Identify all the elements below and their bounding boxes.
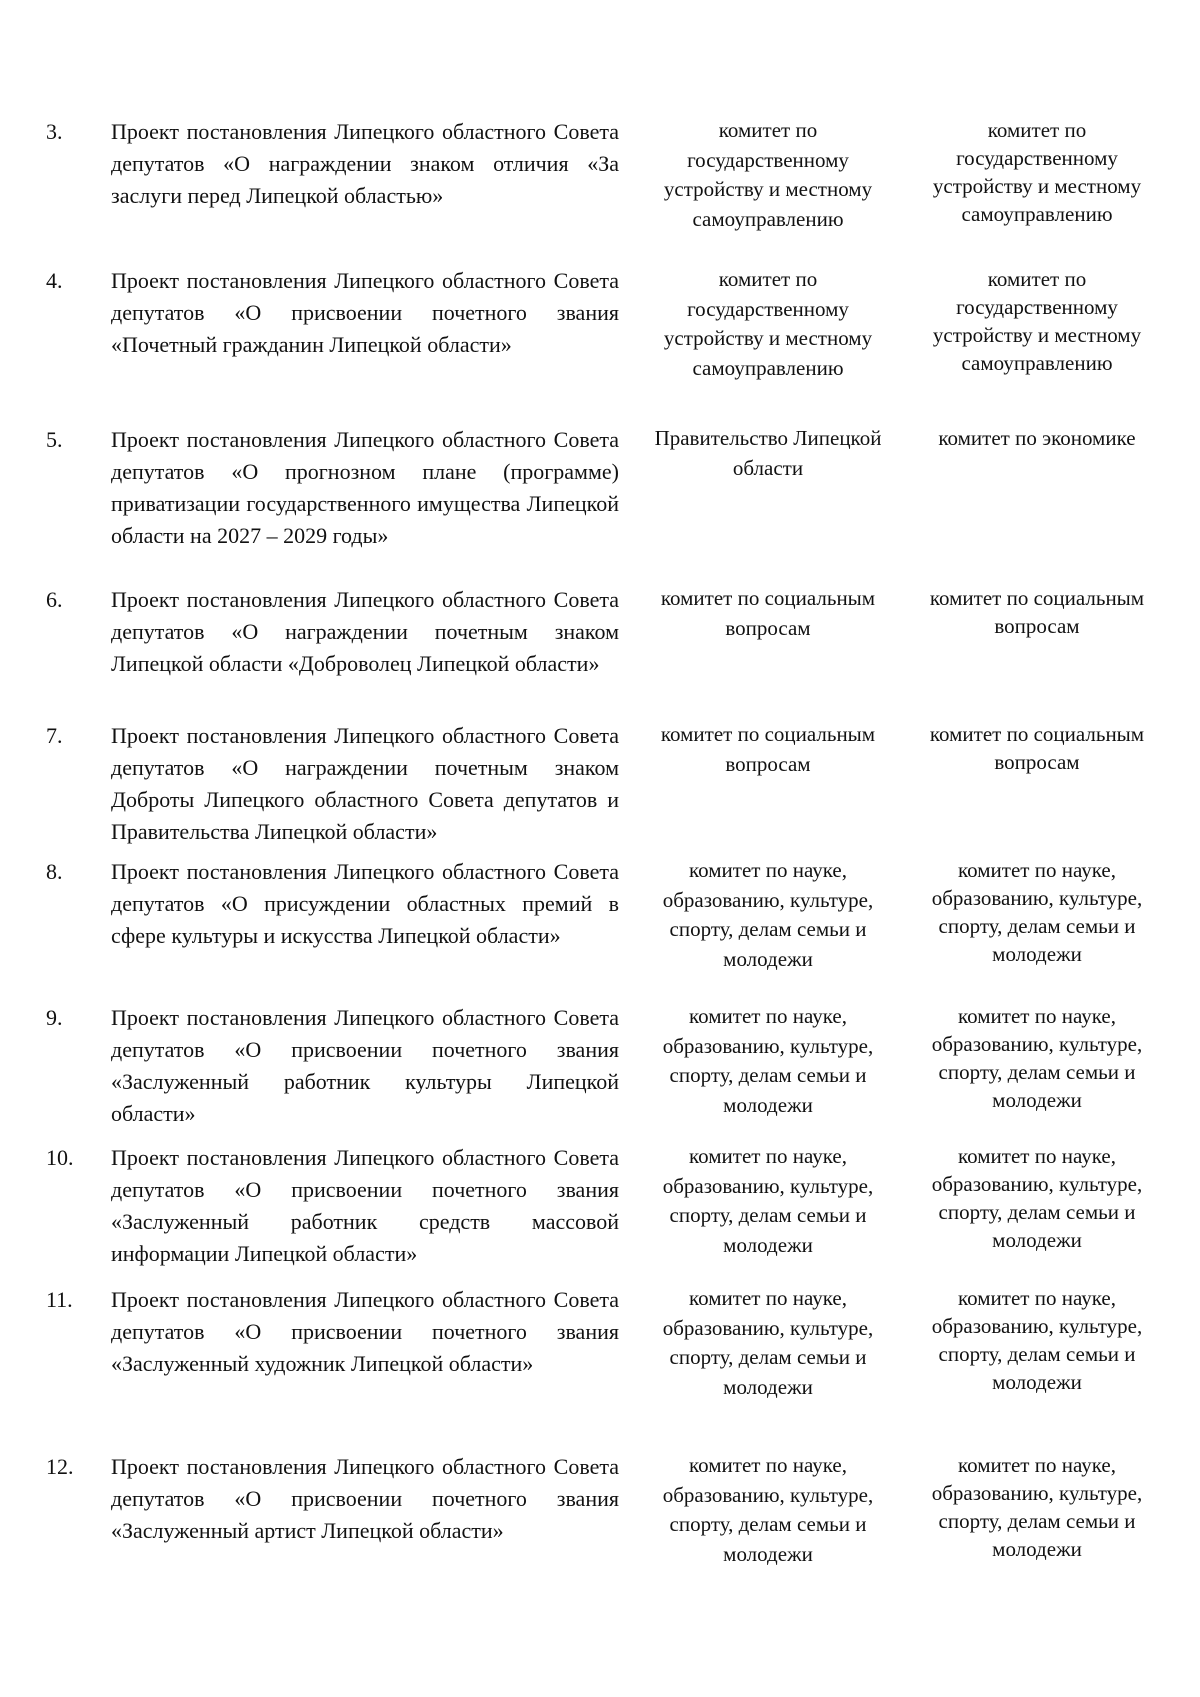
item-executor: комитет по науке, образованию, культуре, спорту, делам семьи и молодежи — [662, 1286, 874, 1399]
item-executor: комитет по социальным вопросам — [660, 586, 876, 640]
item-executor: Правительство Липецкой области — [654, 426, 882, 480]
item-responsible: комитет по государственному устройству и местному самоуправлению — [932, 267, 1142, 375]
item-description: Проект постановления Липецкого областного Совета депутатов «О присвоении почетного звания «Заслуженный работник средств массовой информации Липецкой области» — [111, 1145, 619, 1266]
item-responsible: комитет по науке, образованию, культуре, спорту, делам семьи и молодежи — [931, 1004, 1143, 1112]
item-number: 6. — [46, 587, 63, 612]
item-number: 7. — [46, 723, 63, 748]
item-executor: комитет по науке, образованию, культуре, спорту, делам семьи и молодежи — [662, 1453, 874, 1566]
item-description: Проект постановления Липецкого областного Совета депутатов «О присвоении почетного звания «Почетный гражданин Липецкой области» — [111, 268, 619, 357]
item-executor: комитет по государственному устройству и местному самоуправлению — [663, 267, 873, 380]
item-executor: комитет по науке, образованию, культуре, спорту, делам семьи и молодежи — [662, 1004, 874, 1117]
item-executor: комитет по государственному устройству и местному самоуправлению — [663, 118, 873, 231]
item-responsible: комитет по экономике — [938, 426, 1136, 450]
item-responsible: комитет по науке, образованию, культуре, спорту, делам семьи и молодежи — [931, 1286, 1143, 1394]
item-description: Проект постановления Липецкого областного Совета депутатов «О присуждении областных премий в сфере культуры и искусства Липецкой области» — [111, 859, 619, 948]
item-number: 8. — [46, 859, 63, 884]
item-number: 10. — [46, 1145, 74, 1170]
item-number: 9. — [46, 1005, 63, 1030]
item-responsible: комитет по государственному устройству и местному самоуправлению — [932, 118, 1142, 226]
item-number: 5. — [46, 427, 63, 452]
item-description: Проект постановления Липецкого областного Совета депутатов «О награждении почетным знаком Доброты Липецкого областного Совета депутатов и Правительства Липецкой области» — [111, 723, 619, 844]
item-executor: комитет по науке, образованию, культуре, спорту, делам семьи и молодежи — [662, 858, 874, 971]
item-description: Проект постановления Липецкого областного Совета депутатов «О прогнозном плане (программе) приватизации государственного имущества Липецкой области на 2027 – 2029 годы» — [111, 427, 619, 548]
item-responsible: комитет по социальным вопросам — [929, 586, 1145, 638]
item-description: Проект постановления Липецкого областного Совета депутатов «О награждении почетным знаком Липецкой области «Доброволец Липецкой области» — [111, 587, 619, 676]
item-description: Проект постановления Липецкого областного Совета депутатов «О присвоении почетного звания «Заслуженный артист Липецкой области» — [111, 1454, 619, 1543]
item-responsible: комитет по социальным вопросам — [929, 722, 1145, 774]
item-number: 3. — [46, 119, 63, 144]
item-number: 11. — [46, 1287, 73, 1312]
item-description: Проект постановления Липецкого областного Совета депутатов «О присвоении почетного звания «Заслуженный художник Липецкой области» — [111, 1287, 619, 1376]
item-responsible: комитет по науке, образованию, культуре, спорту, делам семьи и молодежи — [931, 1453, 1143, 1561]
item-executor: комитет по науке, образованию, культуре, спорту, делам семьи и молодежи — [662, 1144, 874, 1257]
item-number: 12. — [46, 1454, 74, 1479]
item-executor: комитет по социальным вопросам — [660, 722, 876, 776]
item-number: 4. — [46, 268, 63, 293]
item-description: Проект постановления Липецкого областного Совета депутатов «О присвоении почетного звания «Заслуженный работник культуры Липецкой области» — [111, 1005, 619, 1126]
item-responsible: комитет по науке, образованию, культуре, спорту, делам семьи и молодежи — [931, 1144, 1143, 1252]
item-responsible: комитет по науке, образованию, культуре, спорту, делам семьи и молодежи — [931, 858, 1143, 966]
item-description: Проект постановления Липецкого областного Совета депутатов «О награждении знаком отличия «За заслуги перед Липецкой областью» — [111, 119, 619, 208]
